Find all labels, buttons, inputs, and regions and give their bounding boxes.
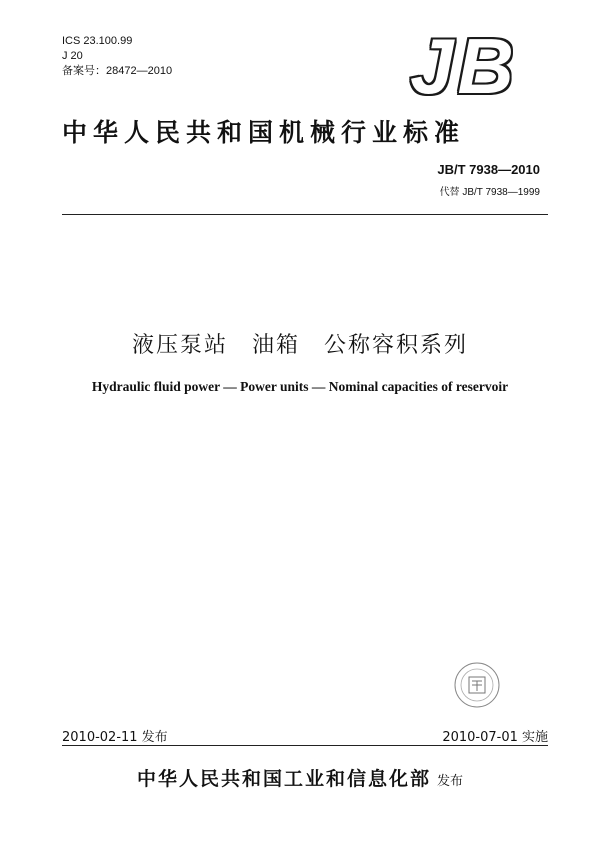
ministry-suffix: 发布 — [437, 774, 464, 789]
issuing-ministry — [0, 764, 600, 791]
ics-code: ICS 23.100.99 — [62, 35, 133, 47]
organization-title: 中华人民共和国机械行业标准 — [62, 118, 466, 147]
ministry-name: 中华人民共和国工业和信息化部 — [136, 768, 431, 790]
issue-date: 2010-02-11 发布 — [62, 730, 168, 745]
implementation-date: 2010-07-01 实施 — [442, 730, 548, 745]
replaces-standard: 代替 JB/T 7938—1999 — [439, 187, 540, 198]
document-title-en: Hydraulic fluid power — Power units — Nominal capacities of reservoir — [91, 379, 509, 394]
jb-logo: JB — [410, 22, 518, 110]
standard-number: JB/T 7938—2010 — [437, 162, 540, 177]
document-title-cn: 液压泵站 油箱 公称容积系列 — [131, 333, 468, 358]
header-divider — [62, 214, 548, 215]
official-seal-icon — [452, 660, 502, 710]
footer-divider — [62, 745, 548, 746]
ccs-code: J 20 — [62, 50, 83, 62]
filing-number: 备案号：28472—2010 — [62, 65, 173, 77]
